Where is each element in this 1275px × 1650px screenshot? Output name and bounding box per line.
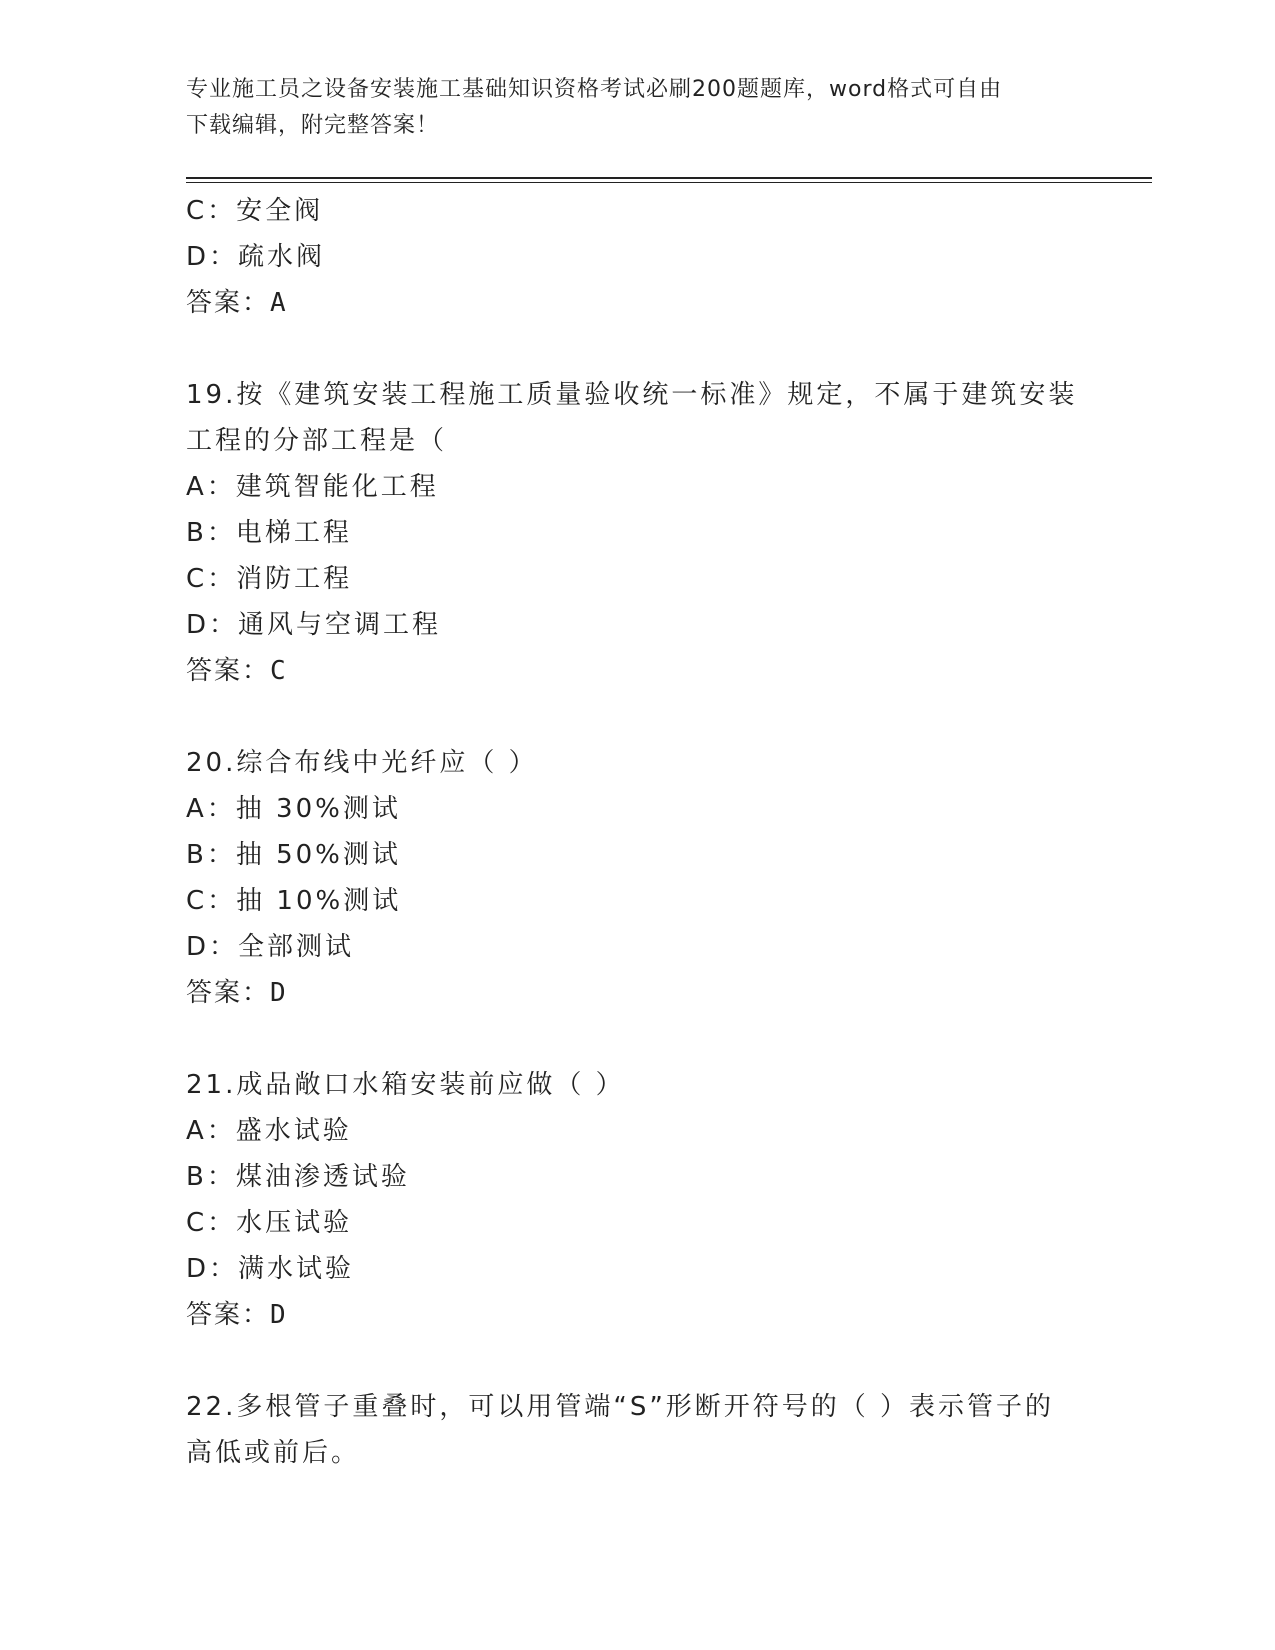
- option-b: B：抽 50%测试: [186, 840, 401, 870]
- option-d: D：通风与空调工程: [186, 610, 442, 640]
- option-b: B：电梯工程: [186, 518, 352, 548]
- answer-value: A: [270, 288, 287, 318]
- header-line-2: 下载编辑，附完整答案！: [186, 113, 440, 138]
- question-19: [186, 372, 1086, 694]
- answer-line: [186, 280, 1086, 326]
- prev-question-block: [186, 188, 1086, 326]
- option-c: C：安全阀: [186, 196, 324, 226]
- question-stem: 工程的分部工程是（: [186, 426, 448, 456]
- question-stem: 高低或前后。: [186, 1438, 361, 1468]
- option-a: A：抽 30%测试: [186, 794, 401, 824]
- option-d: D：满水试验: [186, 1254, 355, 1284]
- answer-label: 答案：: [186, 288, 271, 318]
- answer-value: D: [270, 978, 287, 1008]
- spacer: [186, 326, 1086, 372]
- answer-value: C: [270, 656, 287, 686]
- question-21: [186, 1062, 1086, 1338]
- question-stem: 21.成品敞口水箱安装前应做（ ）: [186, 1070, 625, 1100]
- option-c: C：消防工程: [186, 564, 353, 594]
- spacer: [186, 694, 1086, 740]
- spacer: [186, 1338, 1086, 1384]
- option-a: A：建筑智能化工程: [186, 472, 439, 502]
- answer-label: 答案：: [186, 978, 271, 1008]
- question-stem: 20.综合布线中光纤应（ ）: [186, 748, 538, 778]
- question-20: [186, 740, 1086, 1016]
- answer-line: [186, 648, 1086, 694]
- document-header: [186, 72, 1066, 144]
- header-divider-thin: [186, 182, 1152, 183]
- option-d: D：全部测试: [186, 932, 355, 962]
- question-22: [186, 1384, 1086, 1476]
- answer-value: D: [270, 1300, 287, 1330]
- header-line-1: 专业施工员之设备安装施工基础知识资格考试必刷200题题库，word格式可自由: [186, 77, 1003, 102]
- question-stem: 22.多根管子重叠时，可以用管端“S”形断开符号的（ ）表示管子的: [186, 1392, 1055, 1422]
- option-c: C：水压试验: [186, 1208, 353, 1238]
- answer-label: 答案：: [186, 1300, 271, 1330]
- option-d: D：疏水阀: [186, 242, 326, 272]
- answer-label: 答案：: [186, 656, 271, 686]
- question-stem: 19.按《建筑安装工程施工质量验收统一标准》规定，不属于建筑安装: [186, 380, 1078, 410]
- option-a: A：盛水试验: [186, 1116, 352, 1146]
- spacer: [186, 1016, 1086, 1062]
- answer-line: [186, 1292, 1086, 1338]
- header-divider-thick: [186, 177, 1152, 179]
- answer-line: [186, 970, 1086, 1016]
- option-c: C：抽 10%测试: [186, 886, 402, 916]
- option-b: B：煤油渗透试验: [186, 1162, 410, 1192]
- question-content: [186, 188, 1086, 1476]
